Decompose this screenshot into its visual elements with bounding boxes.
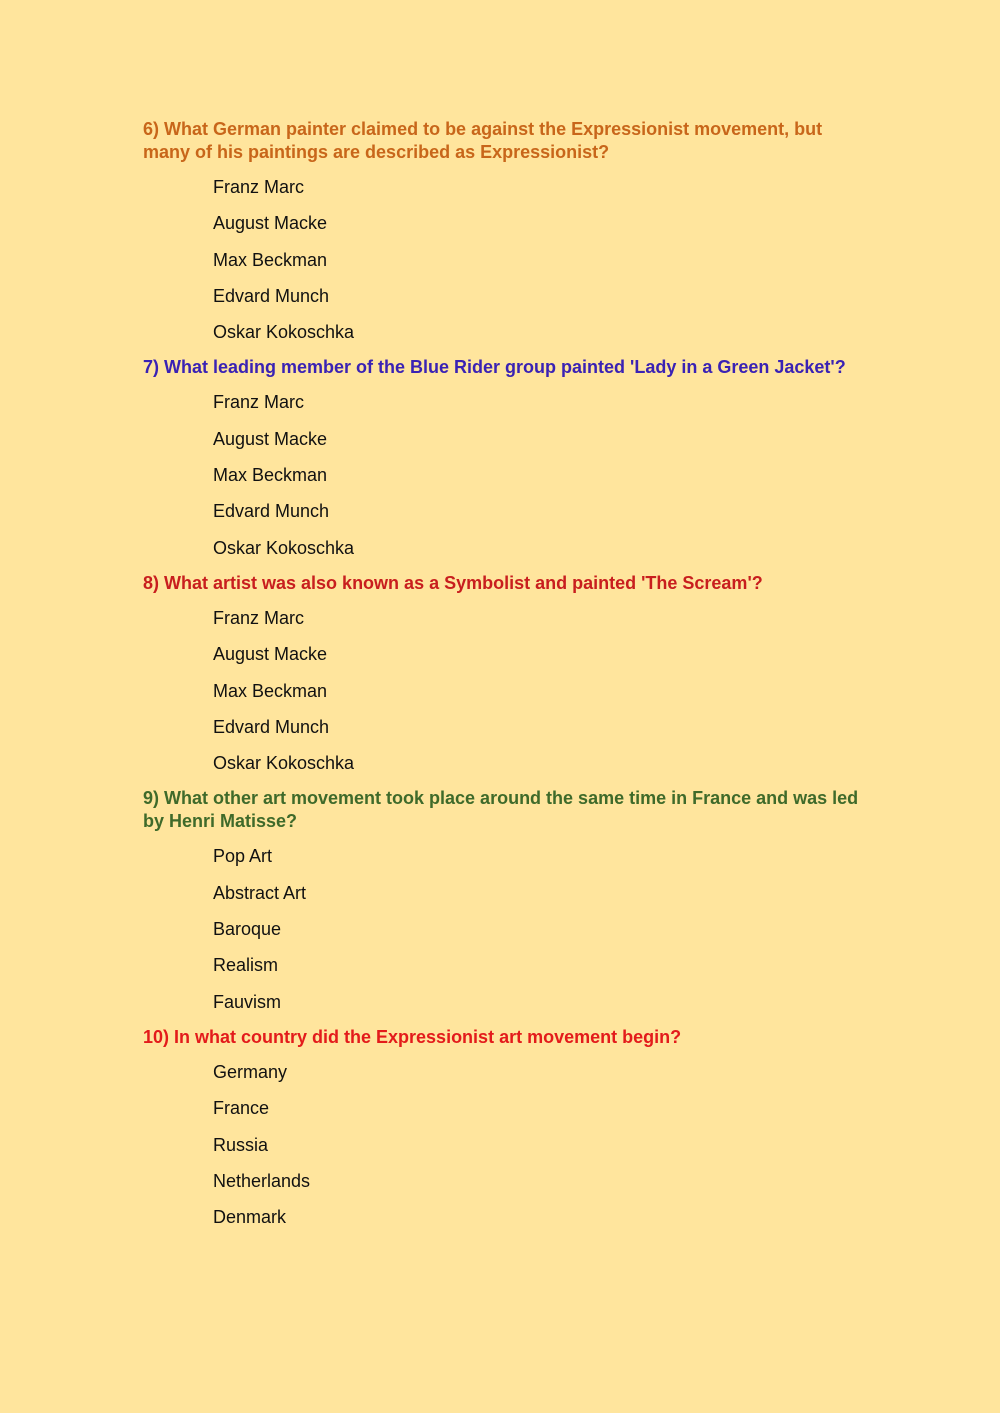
answer-option[interactable]: Oskar Kokoschka (213, 537, 355, 558)
answer-option[interactable]: August Macke (213, 644, 328, 665)
answer-options (143, 606, 863, 776)
answer-option[interactable]: Denmark (213, 1207, 287, 1228)
answer-option[interactable]: August Macke (213, 428, 328, 449)
answer-option[interactable]: Pop Art (213, 846, 273, 867)
answer-option[interactable]: Franz Marc (213, 607, 305, 628)
answer-option[interactable]: Franz Marc (213, 177, 305, 197)
question-7 (143, 356, 863, 560)
answer-option[interactable]: Edvard Munch (213, 501, 330, 522)
answer-option[interactable]: Max Beckman (213, 249, 328, 270)
answer-option[interactable]: Realism (213, 955, 279, 976)
answer-option[interactable]: Germany (213, 1061, 288, 1082)
answer-options (143, 175, 863, 345)
question-text: 8) What artist was also known as a Symbolist and painted 'The Scream'? (143, 572, 763, 593)
answer-options (143, 390, 863, 560)
answer-option[interactable]: Edvard Munch (213, 285, 330, 306)
question-text: 6) What German painter claimed to be against the Expressionist movement, but many of his paintings are described as Expressionist? (143, 119, 823, 162)
answer-option[interactable]: Max Beckman (213, 465, 328, 486)
answer-option[interactable]: Franz Marc (213, 392, 305, 413)
question-text: 9) What other art movement took place around the same time in France and was led by Henri Matisse? (143, 788, 859, 832)
answer-option[interactable]: Russia (213, 1134, 269, 1155)
answer-option[interactable]: France (213, 1098, 270, 1119)
answer-options (143, 844, 863, 1014)
question-6 (143, 118, 863, 345)
question-10 (143, 1026, 863, 1230)
answer-option[interactable]: Baroque (213, 919, 282, 940)
answer-option[interactable]: Abstract Art (213, 882, 307, 903)
answer-option[interactable]: Oskar Kokoschka (213, 753, 355, 774)
answer-option[interactable]: Oskar Kokoschka (213, 322, 355, 343)
question-text: 10) In what country did the Expressionist art movement begin? (143, 1026, 682, 1047)
answer-options (143, 1060, 863, 1230)
answer-option[interactable]: Netherlands (213, 1170, 311, 1191)
answer-option[interactable]: Edvard Munch (213, 716, 330, 737)
question-8 (143, 572, 863, 776)
answer-option[interactable]: Max Beckman (213, 680, 328, 701)
question-text: 7) What leading member of the Blue Rider group painted 'Lady in a Green Jacket'? (143, 357, 846, 378)
question-9 (143, 787, 863, 1014)
quiz-page (143, 118, 863, 1241)
answer-option[interactable]: August Macke (213, 213, 328, 234)
answer-option[interactable]: Fauvism (213, 991, 282, 1012)
